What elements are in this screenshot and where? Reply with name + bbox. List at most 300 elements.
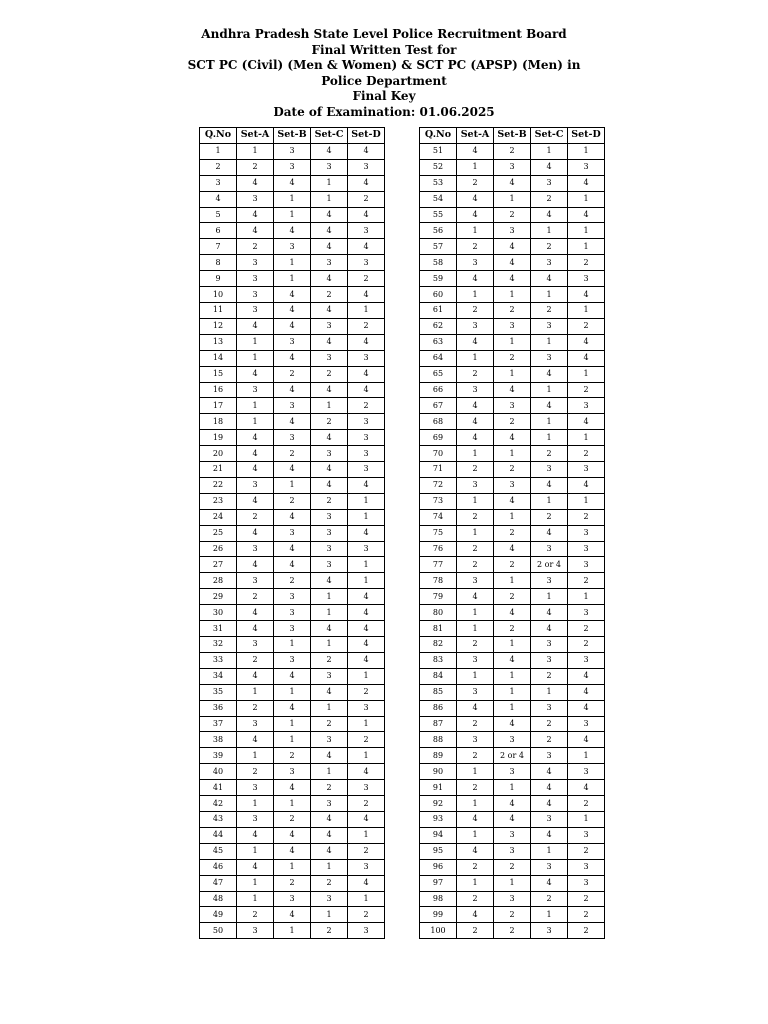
cell-qno: 84: [420, 668, 457, 684]
cell-set-a: 2: [457, 923, 494, 939]
cell-set-a: 1: [237, 875, 274, 891]
cell-set-a: 4: [237, 668, 274, 684]
table-row: [420, 652, 605, 668]
cell-set-a: 4: [457, 430, 494, 446]
cell-set-c: 3: [531, 748, 568, 764]
cell-qno: 99: [420, 907, 457, 923]
cell-set-c: 3: [531, 255, 568, 271]
table-row: [420, 827, 605, 843]
table-row: [200, 207, 385, 223]
cell-set-a: 2: [457, 637, 494, 653]
cell-qno: 1: [200, 143, 237, 159]
table-row: [420, 143, 605, 159]
cell-qno: 73: [420, 493, 457, 509]
cell-set-a: 2: [457, 748, 494, 764]
table-row: [420, 398, 605, 414]
cell-set-c: 1: [311, 398, 348, 414]
cell-set-b: 3: [274, 891, 311, 907]
cell-set-d: 2: [348, 191, 385, 207]
cell-set-d: 1: [348, 302, 385, 318]
table-row: [420, 525, 605, 541]
cell-set-a: 2: [237, 764, 274, 780]
cell-set-c: 2: [531, 732, 568, 748]
cell-set-c: 4: [311, 621, 348, 637]
cell-set-a: 3: [237, 716, 274, 732]
table-row: [420, 716, 605, 732]
cell-set-b: 2: [494, 557, 531, 573]
column-header-set-c: Set-C: [531, 128, 568, 144]
cell-set-d: 2: [568, 891, 605, 907]
table-row: [420, 350, 605, 366]
cell-set-c: 2: [531, 302, 568, 318]
cell-qno: 98: [420, 891, 457, 907]
cell-set-d: 2: [568, 382, 605, 398]
cell-set-c: 3: [311, 891, 348, 907]
cell-set-a: 3: [237, 271, 274, 287]
cell-set-a: 4: [237, 318, 274, 334]
cell-set-b: 2: [494, 923, 531, 939]
cell-set-a: 3: [237, 923, 274, 939]
cell-qno: 41: [200, 780, 237, 796]
cell-set-d: 2: [348, 732, 385, 748]
cell-set-b: 4: [274, 509, 311, 525]
cell-set-a: 1: [237, 891, 274, 907]
cell-set-d: 2: [568, 907, 605, 923]
cell-qno: 74: [420, 509, 457, 525]
cell-set-b: 4: [494, 382, 531, 398]
table-row: [420, 859, 605, 875]
cell-qno: 95: [420, 843, 457, 859]
cell-set-c: 3: [531, 859, 568, 875]
cell-qno: 66: [420, 382, 457, 398]
cell-set-a: 2: [237, 509, 274, 525]
cell-set-a: 4: [237, 621, 274, 637]
cell-set-a: 3: [237, 541, 274, 557]
table-row: [420, 907, 605, 923]
cell-set-d: 1: [348, 827, 385, 843]
cell-set-a: 1: [237, 398, 274, 414]
cell-set-c: 4: [531, 207, 568, 223]
column-header-qno: Q.No: [420, 128, 457, 144]
cell-set-d: 1: [568, 493, 605, 509]
column-header-set-c: Set-C: [311, 128, 348, 144]
table-row: [200, 191, 385, 207]
cell-set-a: 3: [237, 637, 274, 653]
table-row: [200, 223, 385, 239]
cell-set-c: 2: [531, 716, 568, 732]
cell-set-c: 3: [531, 652, 568, 668]
table-row: [200, 811, 385, 827]
cell-set-d: 1: [348, 891, 385, 907]
cell-set-b: 2: [494, 350, 531, 366]
cell-set-d: 4: [348, 589, 385, 605]
cell-set-a: 2: [237, 652, 274, 668]
cell-qno: 44: [200, 827, 237, 843]
cell-set-c: 1: [311, 637, 348, 653]
answer-key-table-right: [419, 127, 605, 939]
cell-qno: 50: [200, 923, 237, 939]
cell-qno: 25: [200, 525, 237, 541]
cell-qno: 45: [200, 843, 237, 859]
cell-set-c: 2: [531, 446, 568, 462]
table-row: [420, 764, 605, 780]
cell-set-d: 1: [568, 430, 605, 446]
table-row: [200, 732, 385, 748]
cell-set-b: 4: [274, 780, 311, 796]
table-row: [420, 334, 605, 350]
table-row: [200, 446, 385, 462]
cell-set-a: 3: [457, 318, 494, 334]
cell-set-b: 3: [274, 605, 311, 621]
table-row: [200, 175, 385, 191]
cell-set-c: 4: [311, 811, 348, 827]
cell-set-c: 3: [311, 159, 348, 175]
cell-set-c: 4: [311, 334, 348, 350]
cell-set-b: 4: [494, 796, 531, 812]
cell-set-c: 2: [311, 923, 348, 939]
cell-set-d: 2: [348, 318, 385, 334]
cell-qno: 27: [200, 557, 237, 573]
cell-set-c: 4: [311, 748, 348, 764]
cell-set-b: 4: [274, 223, 311, 239]
cell-set-d: 4: [348, 652, 385, 668]
cell-set-b: 1: [274, 191, 311, 207]
cell-set-d: 2: [348, 843, 385, 859]
cell-qno: 94: [420, 827, 457, 843]
cell-qno: 36: [200, 700, 237, 716]
cell-qno: 64: [420, 350, 457, 366]
cell-set-b: 4: [494, 541, 531, 557]
cell-set-a: 3: [457, 732, 494, 748]
cell-set-a: 3: [457, 684, 494, 700]
table-row: [200, 700, 385, 716]
cell-set-a: 2: [457, 509, 494, 525]
table-row: [200, 477, 385, 493]
cell-set-d: 1: [568, 302, 605, 318]
table-row: [200, 923, 385, 939]
cell-set-b: 1: [274, 684, 311, 700]
cell-set-d: 4: [348, 477, 385, 493]
cell-set-b: 2: [274, 875, 311, 891]
cell-set-c: 4: [311, 143, 348, 159]
cell-set-b: 4: [274, 700, 311, 716]
cell-set-c: 3: [531, 811, 568, 827]
cell-qno: 87: [420, 716, 457, 732]
table-row: [200, 350, 385, 366]
cell-set-a: 3: [237, 255, 274, 271]
cell-set-b: 2: [274, 493, 311, 509]
cell-set-b: 4: [274, 302, 311, 318]
cell-set-a: 3: [237, 477, 274, 493]
cell-set-d: 1: [348, 668, 385, 684]
cell-set-b: 2: [274, 366, 311, 382]
cell-set-d: 2: [568, 318, 605, 334]
cell-set-a: 1: [457, 875, 494, 891]
cell-set-a: 1: [457, 159, 494, 175]
table-row: [420, 462, 605, 478]
cell-set-d: 3: [348, 923, 385, 939]
cell-set-a: 1: [237, 350, 274, 366]
cell-set-d: 3: [568, 827, 605, 843]
cell-set-c: 4: [531, 780, 568, 796]
table-row: [200, 748, 385, 764]
cell-set-a: 1: [457, 621, 494, 637]
cell-set-c: 3: [311, 557, 348, 573]
cell-set-a: 2: [457, 239, 494, 255]
table-row: [420, 732, 605, 748]
cell-set-c: 2: [311, 287, 348, 303]
cell-set-b: 4: [274, 827, 311, 843]
cell-qno: 65: [420, 366, 457, 382]
cell-set-b: 3: [274, 652, 311, 668]
cell-qno: 46: [200, 859, 237, 875]
cell-set-d: 4: [348, 621, 385, 637]
cell-set-a: 4: [237, 557, 274, 573]
table-row: [200, 430, 385, 446]
cell-qno: 22: [200, 477, 237, 493]
cell-set-c: 2: [531, 239, 568, 255]
cell-set-d: 1: [568, 366, 605, 382]
cell-set-c: 4: [531, 621, 568, 637]
cell-qno: 63: [420, 334, 457, 350]
cell-set-a: 2: [237, 589, 274, 605]
table-row: [200, 541, 385, 557]
cell-set-b: 3: [494, 843, 531, 859]
cell-set-d: 4: [568, 175, 605, 191]
cell-qno: 39: [200, 748, 237, 764]
cell-set-d: 4: [348, 875, 385, 891]
table-row: [420, 796, 605, 812]
cell-set-b: 2: [494, 621, 531, 637]
cell-qno: 15: [200, 366, 237, 382]
table-row: [200, 462, 385, 478]
cell-set-a: 4: [237, 366, 274, 382]
cell-set-c: 1: [531, 414, 568, 430]
cell-set-d: 3: [568, 605, 605, 621]
cell-set-c: 1: [311, 907, 348, 923]
cell-set-d: 4: [568, 684, 605, 700]
table-row: [420, 477, 605, 493]
cell-set-c: 4: [531, 875, 568, 891]
cell-qno: 43: [200, 811, 237, 827]
cell-set-d: 3: [348, 159, 385, 175]
cell-set-d: 3: [348, 859, 385, 875]
cell-set-c: 4: [311, 302, 348, 318]
cell-set-a: 4: [237, 430, 274, 446]
cell-set-c: 4: [531, 159, 568, 175]
cell-set-b: 3: [494, 732, 531, 748]
cell-qno: 92: [420, 796, 457, 812]
cell-set-b: 2: [274, 573, 311, 589]
cell-set-c: 1: [311, 764, 348, 780]
cell-set-a: 3: [237, 287, 274, 303]
cell-set-d: 3: [348, 780, 385, 796]
cell-set-c: 1: [531, 907, 568, 923]
cell-set-d: 1: [568, 239, 605, 255]
cell-set-c: 4: [311, 271, 348, 287]
cell-qno: 35: [200, 684, 237, 700]
cell-set-c: 1: [531, 223, 568, 239]
table-row: [200, 907, 385, 923]
cell-set-c: 3: [531, 462, 568, 478]
cell-set-b: 3: [274, 621, 311, 637]
cell-set-a: 2: [457, 302, 494, 318]
cell-set-b: 2: [494, 907, 531, 923]
table-row: [420, 287, 605, 303]
cell-set-a: 3: [237, 780, 274, 796]
cell-set-c: 3: [531, 700, 568, 716]
table-row: [420, 891, 605, 907]
cell-set-c: 4: [531, 271, 568, 287]
cell-set-d: 4: [568, 334, 605, 350]
cell-set-a: 4: [457, 700, 494, 716]
cell-set-b: 1: [494, 780, 531, 796]
cell-set-a: 2: [457, 716, 494, 732]
cell-qno: 69: [420, 430, 457, 446]
table-row: [200, 255, 385, 271]
cell-set-c: 4: [531, 398, 568, 414]
cell-set-a: 4: [237, 446, 274, 462]
table-row: [420, 366, 605, 382]
table-row: [420, 637, 605, 653]
cell-set-c: 4: [311, 477, 348, 493]
cell-qno: 96: [420, 859, 457, 875]
cell-set-b: 3: [274, 764, 311, 780]
cell-set-d: 4: [348, 239, 385, 255]
table-row: [200, 414, 385, 430]
cell-set-d: 1: [568, 811, 605, 827]
cell-set-a: 4: [237, 223, 274, 239]
table-row: [420, 207, 605, 223]
cell-set-b: 1: [494, 668, 531, 684]
cell-set-b: 1: [494, 637, 531, 653]
cell-set-b: 4: [274, 287, 311, 303]
table-row: [420, 271, 605, 287]
cell-set-b: 4: [274, 350, 311, 366]
table-row: [200, 589, 385, 605]
cell-set-b: 2 or 4: [494, 748, 531, 764]
cell-set-c: 1: [531, 334, 568, 350]
cell-set-b: 4: [274, 668, 311, 684]
cell-set-d: 2: [568, 796, 605, 812]
cell-set-b: 3: [494, 827, 531, 843]
cell-qno: 90: [420, 764, 457, 780]
cell-set-a: 3: [457, 652, 494, 668]
cell-set-a: 3: [237, 191, 274, 207]
cell-set-c: 4: [311, 223, 348, 239]
cell-qno: 78: [420, 573, 457, 589]
cell-set-a: 4: [457, 414, 494, 430]
table-row: [420, 589, 605, 605]
cell-qno: 9: [200, 271, 237, 287]
table-row: [200, 271, 385, 287]
cell-set-b: 4: [274, 843, 311, 859]
cell-set-b: 4: [274, 382, 311, 398]
cell-set-c: 3: [311, 255, 348, 271]
cell-set-b: 2: [274, 748, 311, 764]
cell-set-d: 2: [348, 796, 385, 812]
cell-set-c: 3: [311, 446, 348, 462]
cell-set-a: 1: [457, 525, 494, 541]
cell-set-a: 4: [237, 175, 274, 191]
cell-set-d: 1: [568, 589, 605, 605]
cell-set-d: 4: [348, 605, 385, 621]
cell-qno: 7: [200, 239, 237, 255]
cell-set-b: 1: [274, 923, 311, 939]
table-row: [420, 621, 605, 637]
cell-qno: 61: [420, 302, 457, 318]
cell-set-c: 4: [311, 573, 348, 589]
column-header-set-a: Set-A: [457, 128, 494, 144]
cell-set-d: 4: [568, 287, 605, 303]
cell-set-a: 4: [237, 462, 274, 478]
cell-set-b: 2: [274, 811, 311, 827]
table-row: [200, 557, 385, 573]
cell-qno: 16: [200, 382, 237, 398]
table-row: [420, 557, 605, 573]
cell-set-d: 4: [348, 175, 385, 191]
cell-set-d: 3: [348, 350, 385, 366]
cell-set-c: 1: [311, 589, 348, 605]
answer-key-table-left: [199, 127, 385, 939]
table-row: [200, 716, 385, 732]
cell-set-c: 3: [531, 350, 568, 366]
cell-set-a: 1: [457, 287, 494, 303]
cell-qno: 5: [200, 207, 237, 223]
cell-set-b: 2: [494, 525, 531, 541]
cell-set-b: 2: [494, 207, 531, 223]
cell-set-c: 3: [311, 732, 348, 748]
cell-set-d: 4: [348, 764, 385, 780]
cell-qno: 20: [200, 446, 237, 462]
table-row: [200, 652, 385, 668]
cell-set-d: 3: [568, 271, 605, 287]
table-row: [200, 668, 385, 684]
cell-qno: 60: [420, 287, 457, 303]
table-header-row: [200, 128, 385, 144]
table-row: [420, 255, 605, 271]
table-row: [200, 621, 385, 637]
cell-set-c: 3: [531, 318, 568, 334]
table-row: [200, 509, 385, 525]
cell-set-d: 3: [348, 541, 385, 557]
cell-set-c: 4: [531, 796, 568, 812]
table-row: [420, 302, 605, 318]
cell-qno: 6: [200, 223, 237, 239]
cell-set-b: 1: [494, 700, 531, 716]
table-row: [420, 684, 605, 700]
table-row: [420, 748, 605, 764]
cell-set-d: 2: [348, 398, 385, 414]
cell-set-c: 4: [311, 239, 348, 255]
cell-qno: 31: [200, 621, 237, 637]
cell-set-c: 3: [531, 573, 568, 589]
cell-set-a: 1: [457, 827, 494, 843]
cell-set-a: 1: [237, 414, 274, 430]
cell-qno: 71: [420, 462, 457, 478]
cell-set-b: 4: [494, 716, 531, 732]
table-row: [420, 414, 605, 430]
cell-set-d: 3: [348, 223, 385, 239]
cell-set-d: 3: [348, 446, 385, 462]
column-header-set-d: Set-D: [568, 128, 605, 144]
cell-set-a: 2: [457, 780, 494, 796]
cell-set-d: 2: [348, 271, 385, 287]
cell-set-d: 2: [568, 255, 605, 271]
cell-set-a: 4: [237, 605, 274, 621]
table-row: [200, 334, 385, 350]
cell-set-a: 3: [457, 382, 494, 398]
